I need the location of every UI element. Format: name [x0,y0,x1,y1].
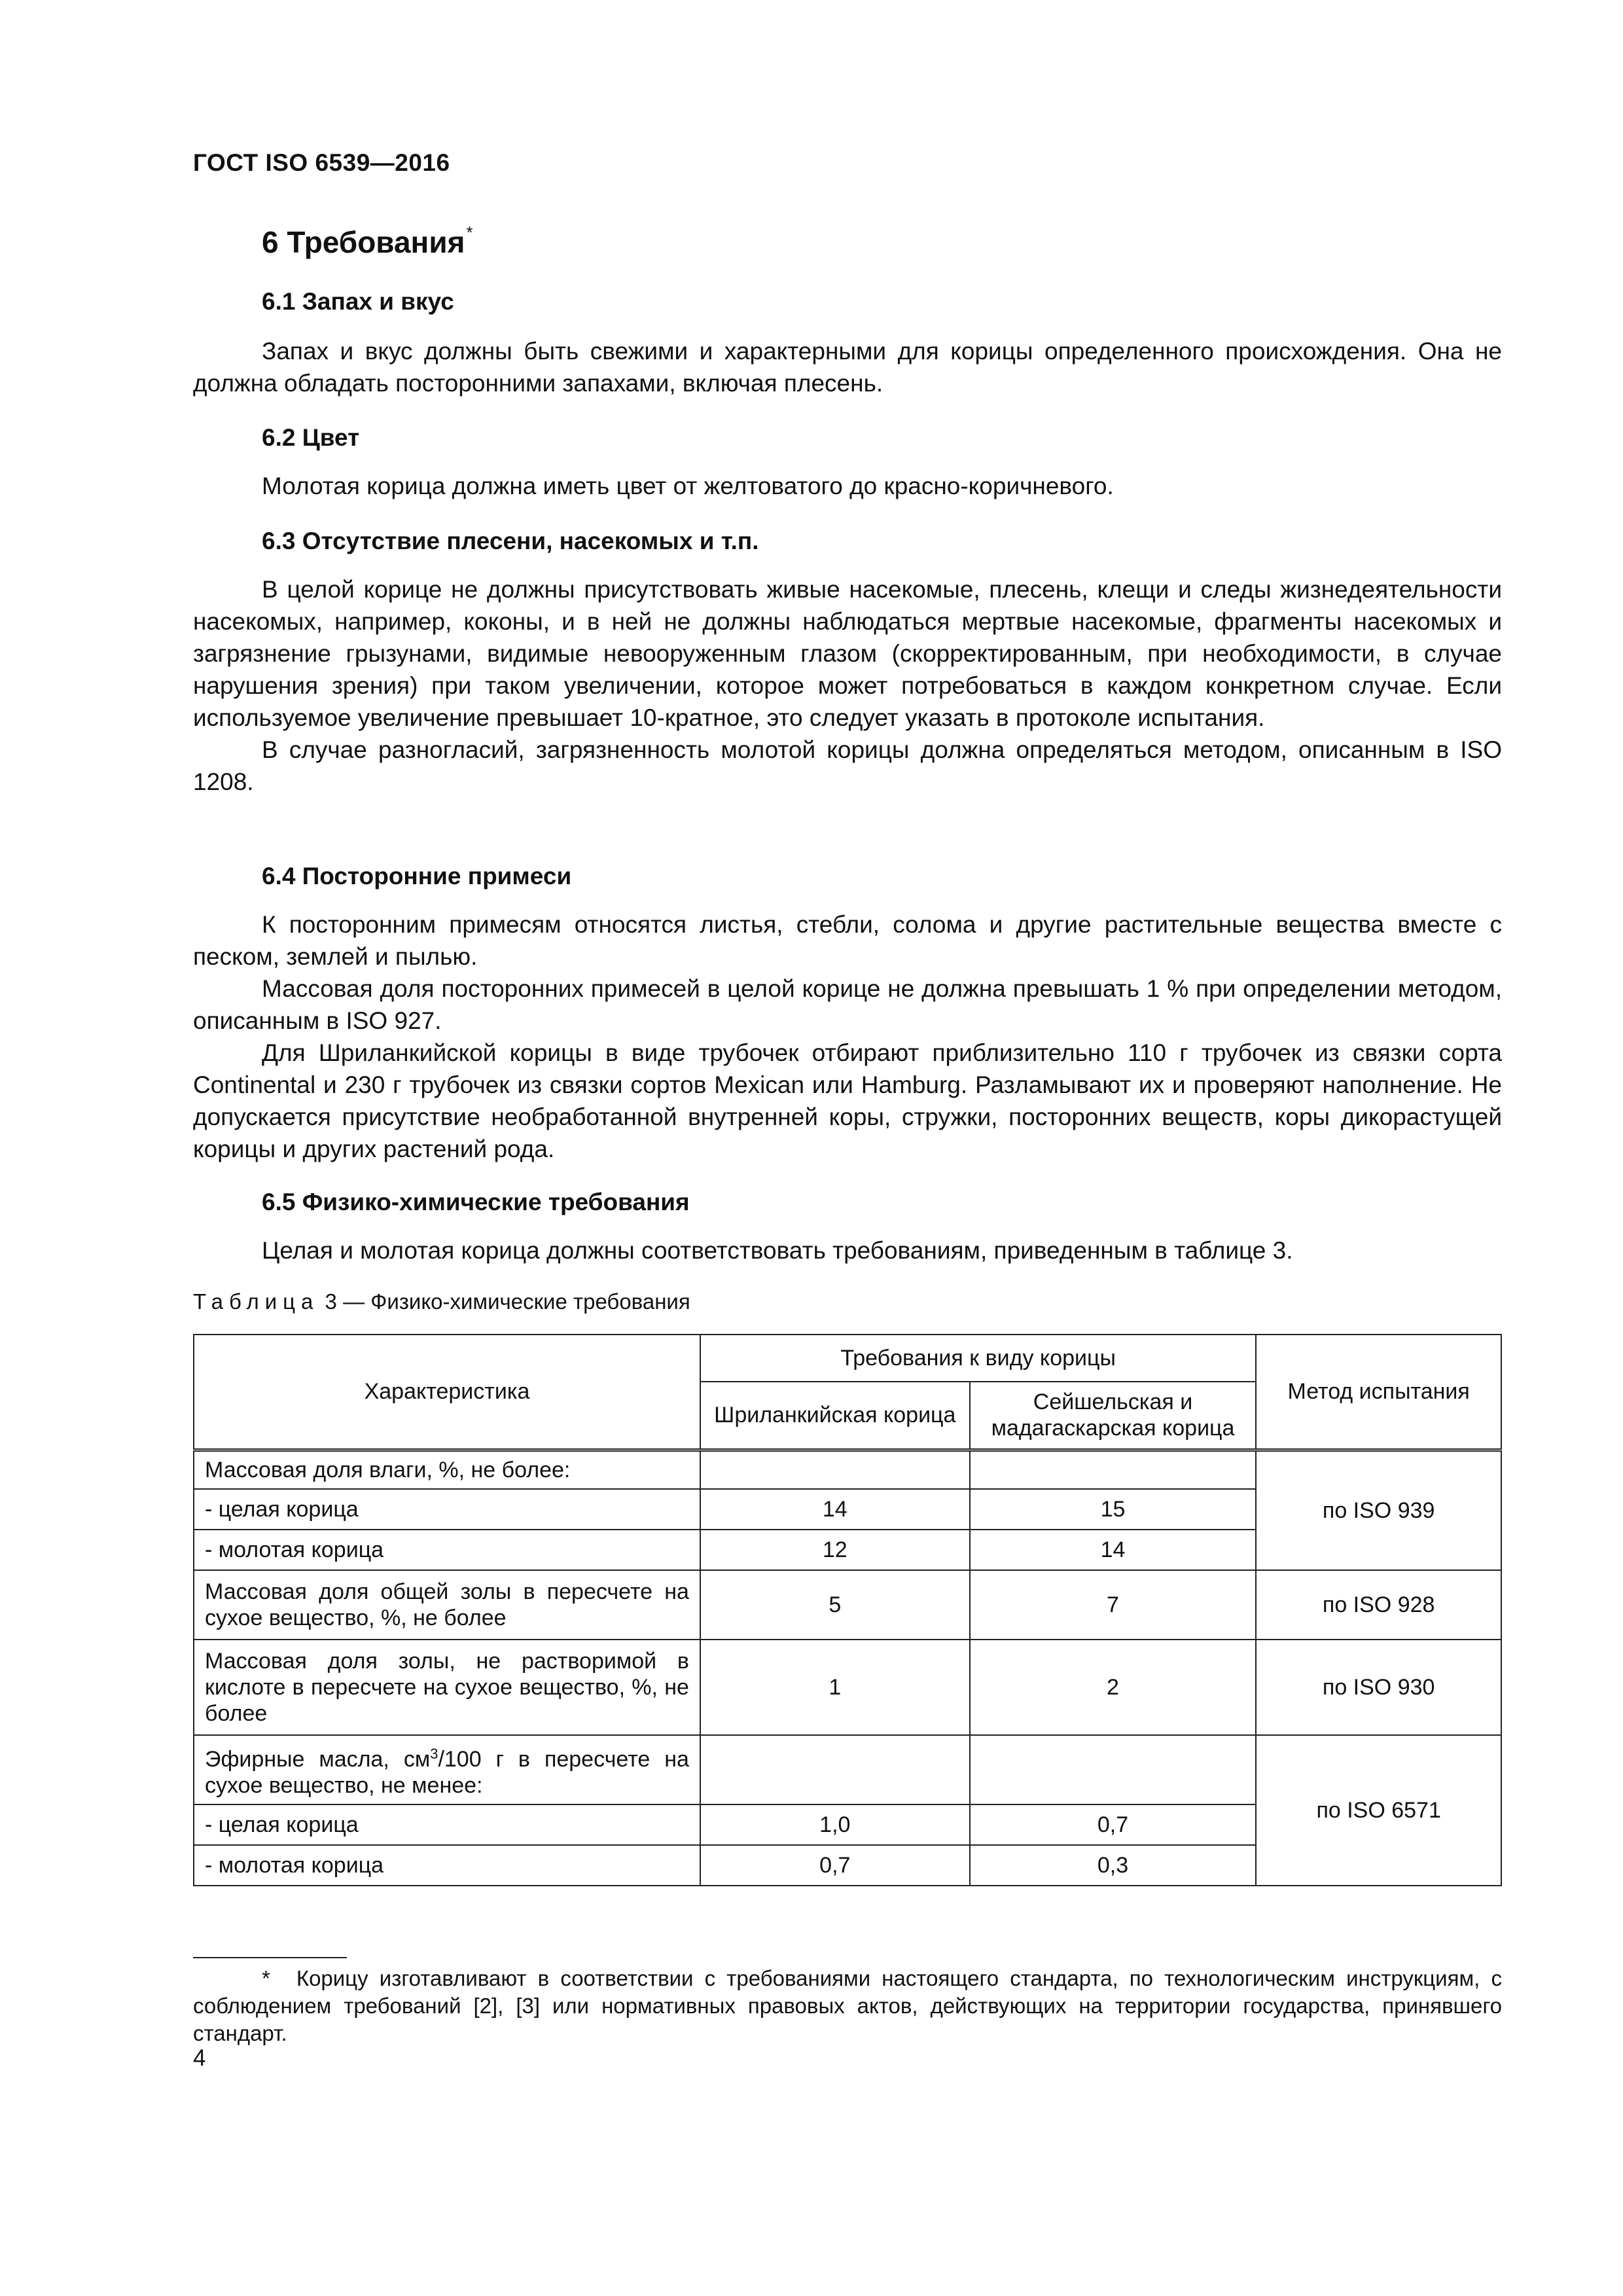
cell-characteristic: - молотая корица [194,1845,700,1886]
table-caption-title: 3 — Физико-химические требования [319,1289,690,1314]
table-row [194,1570,1501,1640]
cell-characteristic: Массовая доля общей золы в пересчете на сухое вещество, %, не более [194,1570,700,1640]
cell-value: 1 [700,1640,970,1735]
oil-title-part: Эфирные масла, см [205,1747,431,1772]
section-6-heading [262,223,473,260]
cell-characteristic [194,1735,700,1804]
cell-characteristic: Массовая доля золы, не растворимой в кислоте в пересчете на сухое вещество, %, не более [194,1640,700,1735]
cell-empty [700,1735,970,1804]
page-number: 4 [193,2045,206,2071]
cell-value: 0,7 [700,1845,970,1886]
header-sri-lanka: Шриланкийская корица [700,1382,970,1450]
footnote-separator [193,1957,347,1958]
paragraph: Целая и молотая корица должны соответствовать требованиям, приведенным в таблице 3. [262,1237,1293,1264]
cell-value: 2 [970,1640,1257,1735]
header-test-method: Метод испытания [1256,1335,1501,1450]
cell-characteristic: Массовая доля влаги, %, не более: [194,1450,700,1489]
cell-value: 7 [970,1570,1257,1640]
section-6-3-title: 6.3 Отсутствие плесени, насекомых и т.п. [262,528,759,554]
paragraph: Массовая доля посторонних примесей в целой корице не должна превышать 1 % при определении методом, описанным в ISO 927. [193,975,1502,1034]
section-6-1-text [193,335,1502,399]
section-6-title: 6 Требования [262,225,465,259]
cell-empty [700,1450,970,1489]
footnote-text: Корицу изготавливают в соответствии с требованиями настоящего стандарта, по технологическим инструкциям, с соблюдением требований [2], [3] или нормативных правовых актов, действующих на территории государства, принявшего стандарт. [193,1966,1502,2045]
cell-method: по ISO 928 [1256,1570,1501,1640]
paragraph: В случае разногласий, загрязненность молотой корицы должна определяться методом, описанным в ISO 1208. [193,736,1502,795]
cell-value: 14 [970,1530,1257,1570]
cell-method: по ISO 930 [1256,1640,1501,1735]
paragraph: Запах и вкус должны быть свежими и характерными для корицы определенного происхождения. Она не должна обладать посторонними запахами, включая плесень. [193,338,1502,397]
table-row [194,1640,1501,1735]
header-characteristic: Характеристика [194,1335,700,1450]
cell-characteristic: - целая корица [194,1804,700,1845]
section-6-2-title: 6.2 Цвет [262,424,360,451]
cell-empty [970,1450,1257,1489]
table-caption-word: Таблица [193,1289,319,1314]
section-6-4-text [193,908,1502,1165]
cell-value: 15 [970,1489,1257,1530]
section-6-2-text [193,470,1502,502]
footnote [193,1965,1502,2047]
header-seychelles: Сейшельская и мадагаскарская корица [970,1382,1257,1450]
requirements-table [193,1334,1502,1886]
table-row [194,1450,1501,1489]
cell-value: 12 [700,1530,970,1570]
section-6-footnote-marker: * [466,223,473,242]
table-caption [193,1289,690,1314]
cell-value: 0,3 [970,1845,1257,1886]
cell-characteristic: - молотая корица [194,1530,700,1570]
section-6-4-title: 6.4 Посторонние примеси [262,863,572,889]
cell-value: 1,0 [700,1804,970,1845]
header-requirements-group: Требования к виду корицы [700,1335,1256,1382]
section-6-3-text [193,573,1502,798]
section-6-1-title: 6.1 Запах и вкус [262,288,454,315]
cell-method: по ISO 939 [1256,1450,1501,1570]
cell-value: 14 [700,1489,970,1530]
cell-value: 0,7 [970,1804,1257,1845]
cell-characteristic: - целая корица [194,1489,700,1530]
table-row [194,1735,1501,1804]
footnote-marker: * [262,1966,270,1990]
paragraph: В целой корице не должны присутствовать живые насекомые, плесень, клещи и следы жизнедеятельности насекомых, например, коконы, и в ней не должны наблюдаться мертвые насекомые, фрагменты насекомых и загрязнение грызунами, видимые невооруженным глазом (скорректированным, при необходимости, в случае нарушения зрения) при таком увеличении, которое может потребоваться в каждом конкретном случае. Если используемое увеличение превышает 10-кратное, это следует указать в протоколе испытания. [193,576,1502,731]
section-6-5-text [193,1234,1502,1266]
paragraph: Для Шриланкийской корицы в виде трубочек отбирают приблизительно 110 г трубочек из связки сорта Continental и 230 г трубочек из связки сортов Mexican или Hamburg. Разламывают их и проверяют наполнение. Не допускается присутствие необработанной внутренней коры, стружки, посторонних веществ, коры дикорастущей корицы и других растений рода. [193,1039,1502,1162]
oil-title-part: /100 г в пересчете на сухое вещество, не менее: [205,1747,689,1798]
cell-method: по ISO 6571 [1256,1735,1501,1886]
cell-empty [970,1735,1257,1804]
paragraph: Молотая корица должна иметь цвет от желтоватого до красно-коричневого. [262,473,1114,499]
document-code: ГОСТ ISO 6539—2016 [193,149,450,176]
cell-value: 5 [700,1570,970,1640]
oil-title-superscript: 3 [430,1746,438,1762]
paragraph: К посторонним примесям относятся листья, стебли, солома и другие растительные вещества вместе с песком, землей и пылью. [193,911,1502,970]
section-6-5-title: 6.5 Физико-химические требования [262,1189,690,1215]
